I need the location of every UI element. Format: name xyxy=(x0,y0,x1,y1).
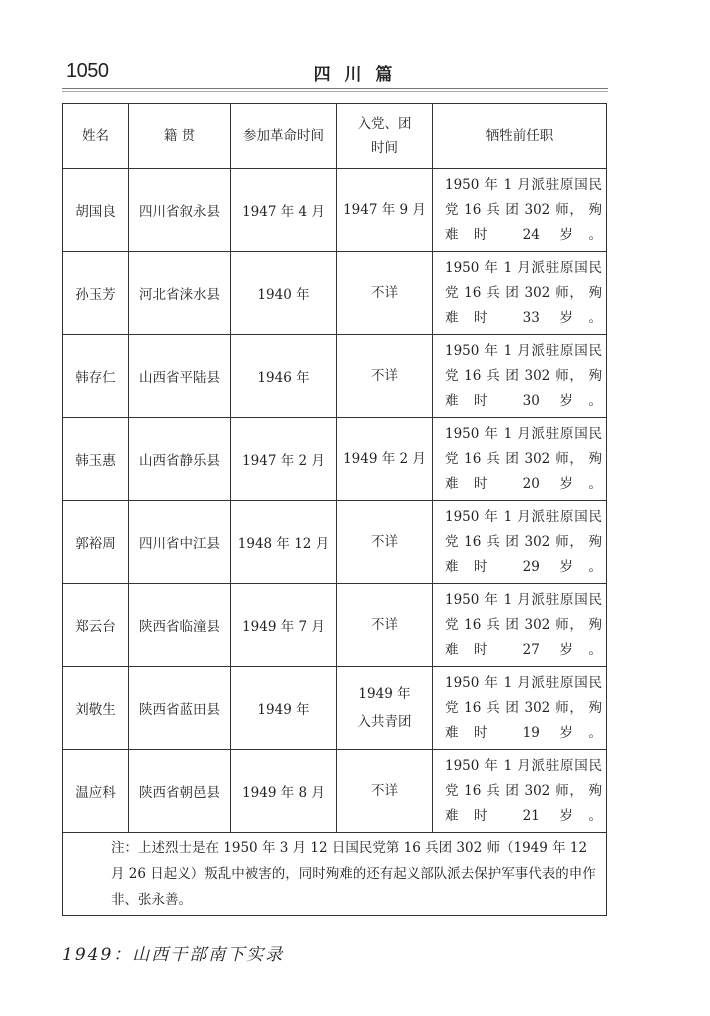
cell-origin: 陕西省朝邑县 xyxy=(129,750,231,833)
table-header-row xyxy=(63,104,607,169)
cell-post: 1950 年 1 月派驻原国民党 16 兵 团 302 师， 殉难时 27 岁。 xyxy=(433,584,607,667)
cell-joined-party-line: 入共青团 xyxy=(357,714,412,730)
col-header-joined-party-line1: 入党、团 xyxy=(357,116,412,132)
cell-post: 1950 年 1 月派驻原国民党 16 兵 团 302 师， 殉难时 33 岁。 xyxy=(433,252,607,335)
table-row xyxy=(63,418,607,501)
cell-name: 郭裕周 xyxy=(63,501,129,584)
cell-joined-party xyxy=(337,418,433,501)
col-header-joined-revolution: 参加革命时间 xyxy=(231,104,337,169)
cell-joined-revolution: 1946 年 xyxy=(231,335,337,418)
cell-joined-revolution: 1948 年 12 月 xyxy=(231,501,337,584)
martyr-table xyxy=(62,103,607,916)
running-title: 四 川 篇 xyxy=(313,65,397,85)
cell-joined-party-line: 1949 年 xyxy=(358,686,411,702)
cell-origin: 河北省涞水县 xyxy=(129,252,231,335)
table-note: 注：上述烈士是在 1950 年 3 月 12 日国民党第 16 兵团 302 师（1949 年 12 月 26 日起义）叛乱中被害的，同时殉难的还有起义部队派去保护军事代表的申作非、张永善。 xyxy=(63,833,607,916)
book-title: 1949：山西干部南下实录 xyxy=(62,945,285,965)
cell-origin: 陕西省蓝田县 xyxy=(129,667,231,750)
cell-joined-party-line: 1947 年 9 月 xyxy=(343,202,426,218)
table-row xyxy=(63,335,607,418)
col-header-origin: 籍 贯 xyxy=(129,104,231,169)
cell-joined-revolution: 1940 年 xyxy=(231,252,337,335)
cell-name: 温应科 xyxy=(63,750,129,833)
cell-joined-party-line: 不详 xyxy=(371,368,398,384)
table-row xyxy=(63,501,607,584)
cell-joined-revolution: 1947 年 2 月 xyxy=(231,418,337,501)
cell-joined-party xyxy=(337,335,433,418)
cell-joined-revolution: 1949 年 7 月 xyxy=(231,584,337,667)
cell-joined-party-line: 1949 年 2 月 xyxy=(343,451,426,467)
cell-origin: 四川省中江县 xyxy=(129,501,231,584)
table-note-row xyxy=(63,833,607,916)
cell-origin: 山西省静乐县 xyxy=(129,418,231,501)
col-header-post: 牺牲前任职 xyxy=(433,104,607,169)
cell-joined-party-line: 不详 xyxy=(371,285,398,301)
cell-origin: 陕西省临潼县 xyxy=(129,584,231,667)
table-row xyxy=(63,584,607,667)
cell-joined-party xyxy=(337,252,433,335)
page-number: 1050 xyxy=(66,60,109,82)
col-header-joined-party xyxy=(337,104,433,169)
cell-name: 韩玉惠 xyxy=(63,418,129,501)
cell-post: 1950 年 1 月派驻原国民党 16 兵 团 302 师， 殉难时 24 岁。 xyxy=(433,169,607,252)
cell-name: 郑云台 xyxy=(63,584,129,667)
col-header-joined-party-line2: 时间 xyxy=(371,140,398,156)
cell-joined-party-line: 不详 xyxy=(371,783,398,799)
cell-joined-party xyxy=(337,584,433,667)
cell-name: 胡国良 xyxy=(63,169,129,252)
cell-post: 1950 年 1 月派驻原国民党 16 兵 团 302 师， 殉难时 21 岁。 xyxy=(433,750,607,833)
cell-joined-party xyxy=(337,169,433,252)
cell-joined-party-line: 不详 xyxy=(371,534,398,550)
table-row xyxy=(63,750,607,833)
cell-post: 1950 年 1 月派驻原国民党 16 兵 团 302 师， 殉难时 19 岁。 xyxy=(433,667,607,750)
table-row xyxy=(63,667,607,750)
cell-name: 韩存仁 xyxy=(63,335,129,418)
cell-joined-revolution: 1947 年 4 月 xyxy=(231,169,337,252)
cell-post: 1950 年 1 月派驻原国民党 16 兵 团 302 师， 殉难时 29 岁。 xyxy=(433,501,607,584)
cell-post: 1950 年 1 月派驻原国民党 16 兵 团 302 师， 殉难时 20 岁。 xyxy=(433,418,607,501)
cell-joined-revolution: 1949 年 xyxy=(231,667,337,750)
cell-origin: 四川省叙永县 xyxy=(129,169,231,252)
cell-joined-revolution: 1949 年 8 月 xyxy=(231,750,337,833)
table-row xyxy=(63,169,607,252)
cell-name: 刘敬生 xyxy=(63,667,129,750)
header-rule xyxy=(62,88,608,92)
col-header-name: 姓名 xyxy=(63,104,129,169)
table-row xyxy=(63,252,607,335)
cell-joined-party xyxy=(337,667,433,750)
cell-origin: 山西省平陆县 xyxy=(129,335,231,418)
cell-name: 孙玉芳 xyxy=(63,252,129,335)
cell-joined-party xyxy=(337,501,433,584)
cell-joined-party-line: 不详 xyxy=(371,617,398,633)
cell-post: 1950 年 1 月派驻原国民党 16 兵 团 302 师， 殉难时 30 岁。 xyxy=(433,335,607,418)
cell-joined-party xyxy=(337,750,433,833)
